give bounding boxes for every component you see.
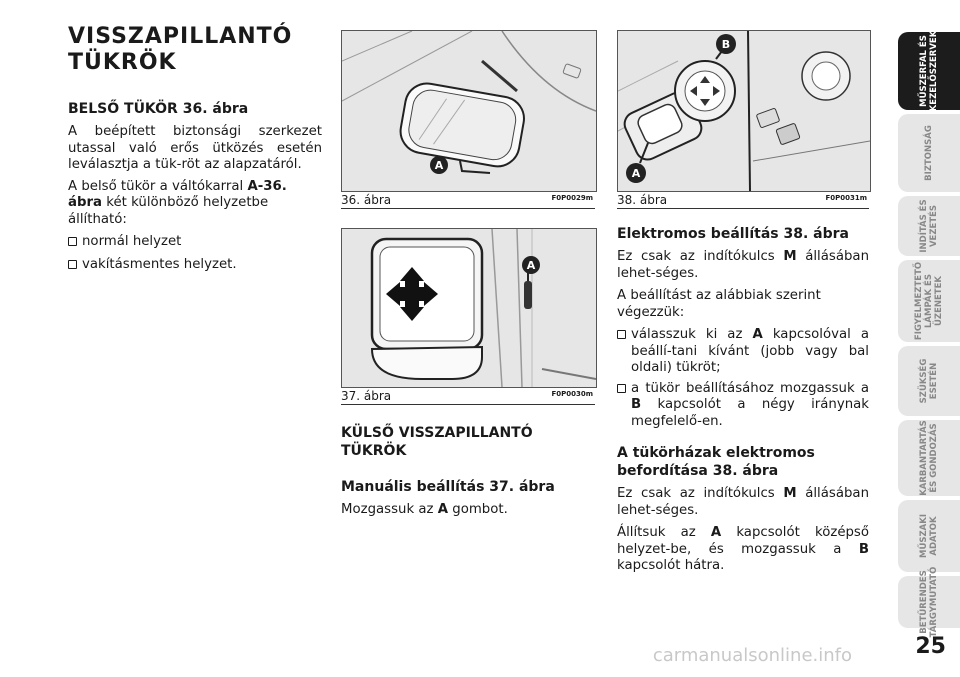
outer-mirror-heading-line-1: KÜLSŐ VISSZAPILLANTÓ	[341, 425, 533, 441]
figure-36-code: F0P0029m	[551, 194, 593, 202]
figure-38-code: F0P0031m	[825, 194, 867, 202]
tab-betrurendes[interactable]	[898, 566, 960, 638]
fold-paragraph-2: Állítsuk az A kapcsolót középső helyzet-be, és mozgassuk a B kapcsolót hátra.	[617, 525, 869, 573]
tab-label: BETŰRENDES TÁRGYMUTATÓ	[919, 566, 939, 638]
fold-paragraph-1: Ez csak az indítókulcs M állásában lehet-séges.	[617, 486, 869, 518]
title-line-1: VISSZAPILLANTÓ	[68, 24, 293, 49]
bullet-item: válasszuk ki az A kapcsolóval a beállí-tani kívánt (jobb vagy bal oldali) tükröt;	[617, 327, 869, 377]
title-line-2: TÜKRÖK	[68, 50, 177, 75]
figure-37-caption-row	[341, 388, 595, 405]
section-title	[68, 24, 328, 76]
manual-adjust-text: Mozgassuk az A gombot.	[341, 502, 508, 517]
outer-mirror-heading-line-2: TÜKRÖK	[341, 443, 407, 459]
inner-mirror-heading: BELSŐ TÜKÖR 36. ábra	[68, 101, 249, 117]
figure-37-image	[341, 228, 597, 388]
tab-inditas[interactable]	[898, 196, 960, 256]
tab-label: FIGYELMEZTETŐ LÁMPÁK ÉS ÜZENETEK	[914, 261, 944, 341]
callout-label-a: A	[434, 159, 444, 172]
bullet-item: normál helyzet	[68, 234, 322, 251]
fold-heading-line-2: befordítása 38. ábra	[617, 463, 779, 479]
tab-muszerfal[interactable]	[898, 32, 960, 110]
tab-szukseg[interactable]	[898, 346, 960, 416]
callout-label-a: A	[526, 259, 536, 272]
tab-label: KARBANTARTÁS ÉS GONDOZÁS	[919, 420, 939, 496]
inner-mirror-paragraph-1: A beépített biztonsági szerkezet utassal való erős ütközés esetén leválasztja a tük-röt az alapzatáról.	[68, 124, 322, 172]
figure-38-caption: 38. ábra	[617, 193, 668, 207]
inner-mirror-section	[68, 100, 322, 273]
figure-36-caption-row	[341, 192, 595, 209]
inner-mirror-paragraph-2: A belső tükör a váltókarral A-36. ábra két különböző helyzetbe állítható:	[68, 178, 287, 227]
tab-figyelmezteto[interactable]	[898, 260, 960, 342]
tab-label: SZÜKSÉG ESETÉN	[919, 358, 939, 404]
tab-label: MŰSZERFAL ÉS KEZELŐSZERVEK	[919, 30, 939, 112]
electric-adjust-heading: Elektromos beállítás 38. ábra	[617, 226, 849, 242]
electric-adjust-paragraph-2: A beállítást az alábbiak szerint végezzük:	[617, 288, 821, 320]
manual-adjust-heading: Manuális beállítás 37. ábra	[341, 479, 555, 495]
bullet-item: a tükör beállításához mozgassuk a B kapcsolót a négy iránynak megfelelő-en.	[617, 381, 869, 431]
figure-38-caption-row	[617, 192, 869, 209]
tab-karbantartas[interactable]	[898, 420, 960, 496]
tab-muszaki[interactable]	[898, 500, 960, 572]
tab-label: INDÍTÁS ÉS VEZETÉS	[919, 199, 939, 253]
figure-36-image	[341, 30, 597, 192]
figure-36-caption: 36. ábra	[341, 193, 392, 207]
outer-mirror-section	[341, 424, 595, 519]
page-number: 25	[915, 634, 946, 659]
fold-heading-line-1: A tükörházak elektromos	[617, 445, 815, 461]
electric-adjust-section	[617, 225, 869, 575]
figure-38-image	[617, 30, 871, 192]
figure-37-code: F0P0030m	[551, 390, 593, 398]
tab-label: MŰSZAKI ADATOK	[919, 514, 939, 558]
bullet-item: vakításmentes helyzet.	[68, 257, 322, 274]
tab-label: BIZTONSÁG	[924, 125, 934, 181]
electric-adjust-paragraph-1: Ez csak az indítókulcs M állásában lehet-séges.	[617, 249, 869, 281]
tab-biztonsag[interactable]	[898, 114, 960, 192]
callout-label-b: B	[721, 38, 731, 51]
watermark: carmanualsonline.info	[652, 645, 852, 666]
figure-37-caption: 37. ábra	[341, 389, 392, 403]
callout-label-a: A	[631, 167, 641, 180]
